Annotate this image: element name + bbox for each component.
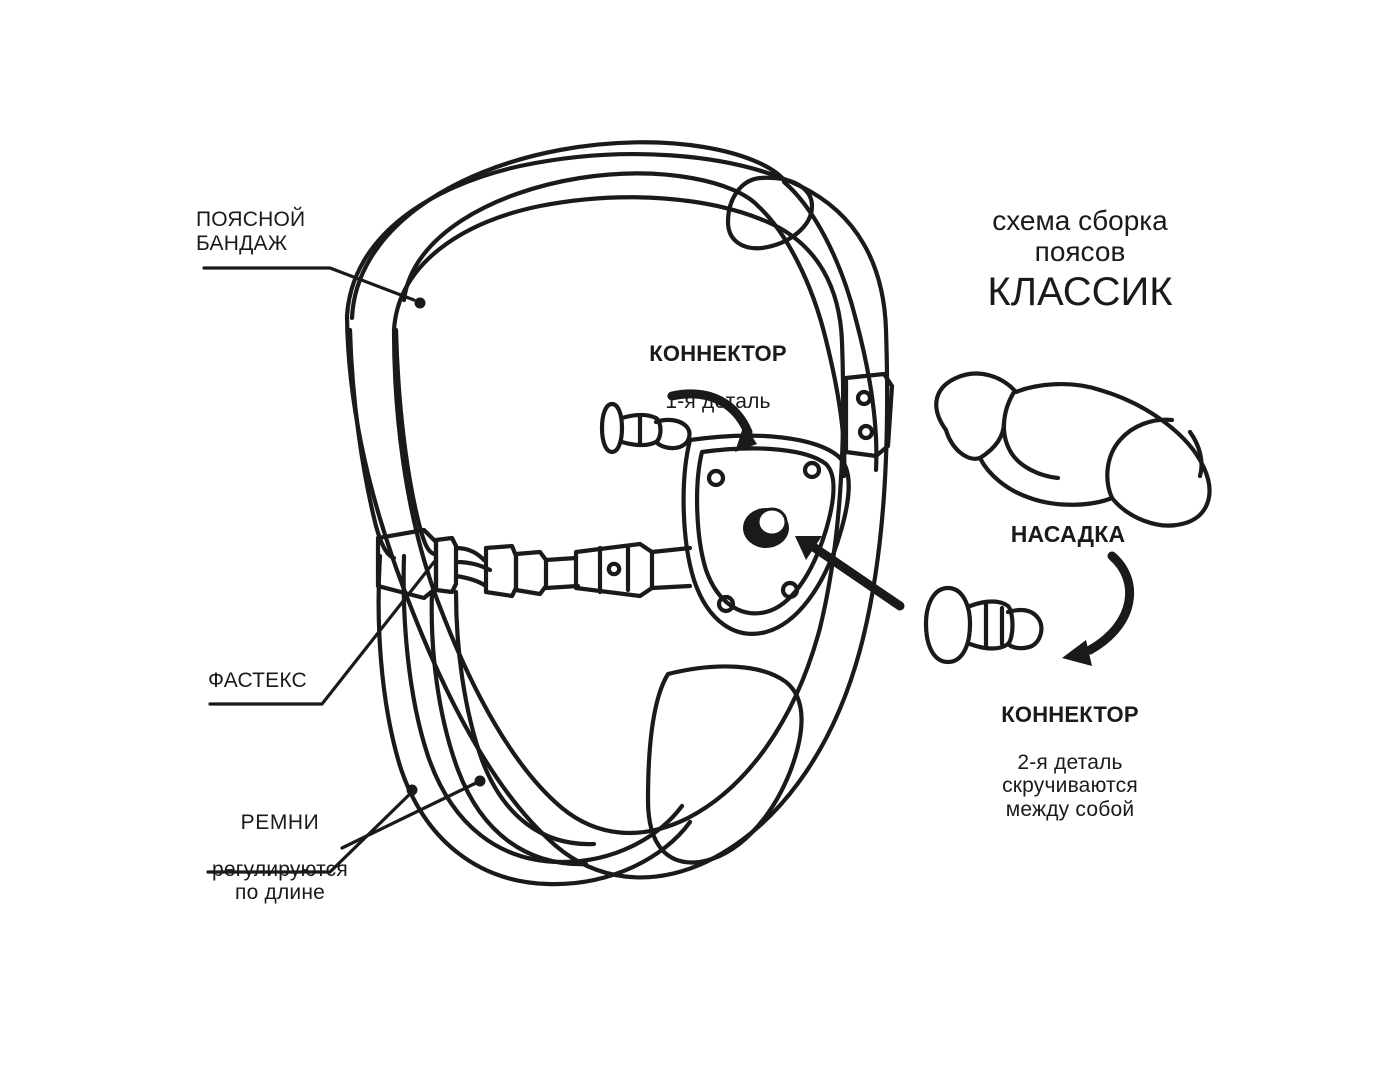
label-straps-title: РЕМНИ: [240, 810, 320, 834]
label-connector-part-1-sub: 1-я деталь: [665, 389, 771, 413]
title-line-2: КЛАССИК: [987, 269, 1173, 314]
fastex-buckle: [378, 530, 578, 598]
label-nozzle: НАСАДКА: [1010, 521, 1126, 547]
title-line-1: схема сборка поясов: [992, 205, 1168, 268]
mid-strap: [576, 544, 690, 596]
label-connector-part-2-sub: 2-я деталь скручиваются между собой: [1002, 750, 1138, 821]
diagram-title: [930, 205, 1230, 314]
lower-straps: [379, 556, 690, 884]
label-straps-sub: регулируются по длине: [212, 857, 348, 905]
label-waist-bandage: ПОЯСНОЙ БАНДАЖ: [196, 208, 306, 255]
label-straps: [190, 787, 370, 928]
label-connector-part-2-title: КОННЕКТОР: [1001, 701, 1139, 727]
label-fastex: ФАСТЕКС: [208, 669, 307, 692]
connector-part-2: [926, 588, 1041, 662]
label-connector-part-1-title: КОННЕКТОР: [649, 340, 787, 366]
harness-body: [347, 154, 887, 877]
nozzle-attachment: [936, 374, 1209, 526]
label-connector-part-2: [940, 679, 1200, 845]
label-connector-part-1: [600, 318, 836, 437]
